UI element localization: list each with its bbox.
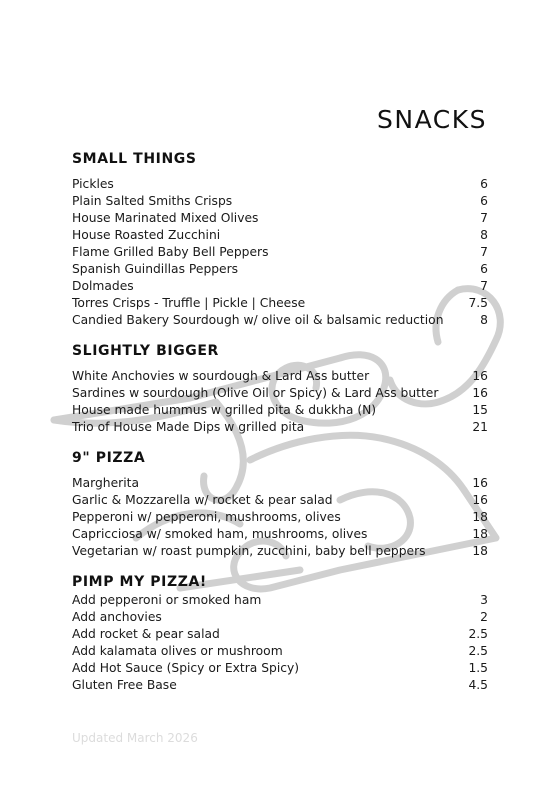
menu-item [72, 227, 488, 244]
section-heading: SLIGHTLY BIGGER [72, 343, 219, 359]
section-heading: SMALL THINGS [72, 151, 197, 167]
menu-item-list [72, 592, 488, 694]
menu-item [72, 419, 488, 436]
item-price: 18 [472, 510, 488, 524]
item-price: 8 [480, 313, 488, 327]
item-name: Pickles [72, 177, 114, 191]
menu-item [72, 509, 488, 526]
page-title: SNACKS [377, 105, 487, 134]
menu-item [72, 176, 488, 193]
item-price: 7 [480, 211, 488, 225]
item-price: 15 [472, 403, 488, 417]
menu-item [72, 312, 488, 329]
menu-item [72, 210, 488, 227]
item-name: Add kalamata olives or mushroom [72, 644, 283, 658]
item-name: Add anchovies [72, 610, 162, 624]
section-pizza [72, 448, 488, 560]
menu-item [72, 402, 488, 419]
menu-item [72, 526, 488, 543]
item-name: Spanish Guindillas Peppers [72, 262, 239, 276]
item-name: Trio of House Made Dips w grilled pita [72, 420, 305, 434]
item-name: Vegetarian w/ roast pumpkin, zucchini, baby bell peppers [72, 544, 426, 558]
menu-item-list [72, 368, 488, 436]
menu-item [72, 609, 488, 626]
menu-item [72, 543, 488, 560]
menu-item [72, 261, 488, 278]
item-price: 1.5 [468, 661, 488, 675]
item-name: Capricciosa w/ smoked ham, mushrooms, olives [72, 527, 368, 541]
item-price: 4.5 [468, 678, 488, 692]
item-price: 16 [472, 493, 488, 507]
item-price: 18 [472, 527, 488, 541]
item-name: Add Hot Sauce (Spicy or Extra Spicy) [72, 661, 300, 675]
section-heading: PIMP MY PIZZA! [72, 574, 207, 590]
item-name: House made hummus w grilled pita & dukkha (N) [72, 403, 377, 417]
menu-item-list [72, 176, 488, 329]
item-name: Plain Salted Smiths Crisps [72, 194, 233, 208]
item-price: 16 [472, 476, 488, 490]
item-name: White Anchovies w sourdough & Lard Ass butter [72, 369, 370, 383]
section-small-things [72, 149, 488, 329]
menu-item [72, 368, 488, 385]
item-name: Add rocket & pear salad [72, 627, 220, 641]
item-price: 2.5 [468, 627, 488, 641]
item-price: 3 [480, 593, 488, 607]
section-slightly-bigger [72, 341, 488, 436]
item-name: Flame Grilled Baby Bell Peppers [72, 245, 269, 259]
item-price: 7 [480, 245, 488, 259]
menu-item-list [72, 475, 488, 560]
menu-item [72, 475, 488, 492]
item-name: Pepperoni w/ pepperoni, mushrooms, olives [72, 510, 341, 524]
menu-item [72, 193, 488, 210]
item-name: Candied Bakery Sourdough w/ olive oil & balsamic reduction [72, 313, 444, 327]
menu-item [72, 677, 488, 694]
item-name: Add pepperoni or smoked ham [72, 593, 262, 607]
item-name: Dolmades [72, 279, 134, 293]
item-name: Torres Crisps - Truffle | Pickle | Cheese [72, 296, 306, 310]
item-price: 7 [480, 279, 488, 293]
item-price: 21 [472, 420, 488, 434]
menu-item [72, 278, 488, 295]
menu-item [72, 385, 488, 402]
item-name: Margherita [72, 476, 139, 490]
item-name: House Marinated Mixed Olives [72, 211, 259, 225]
item-price: 7.5 [468, 296, 488, 310]
menu-item [72, 492, 488, 509]
section-heading: 9" PIZZA [72, 450, 146, 466]
menu-item [72, 592, 488, 609]
menu-item [72, 643, 488, 660]
item-price: 2.5 [468, 644, 488, 658]
section-pimp-my-pizza [72, 572, 488, 694]
item-price: 16 [472, 386, 488, 400]
item-price: 6 [480, 262, 488, 276]
item-price: 16 [472, 369, 488, 383]
updated-note: Updated March 2026 [72, 731, 198, 745]
menu-item [72, 295, 488, 312]
menu-item [72, 244, 488, 261]
item-price: 18 [472, 544, 488, 558]
menu-item [72, 660, 488, 677]
item-name: Gluten Free Base [72, 678, 177, 692]
item-price: 6 [480, 177, 488, 191]
item-name: House Roasted Zucchini [72, 228, 221, 242]
menu-item [72, 626, 488, 643]
item-price: 2 [480, 610, 488, 624]
item-price: 8 [480, 228, 488, 242]
item-name: Sardines w sourdough (Olive Oil or Spicy) & Lard Ass butter [72, 386, 439, 400]
item-price: 6 [480, 194, 488, 208]
item-name: Garlic & Mozzarella w/ rocket & pear salad [72, 493, 333, 507]
